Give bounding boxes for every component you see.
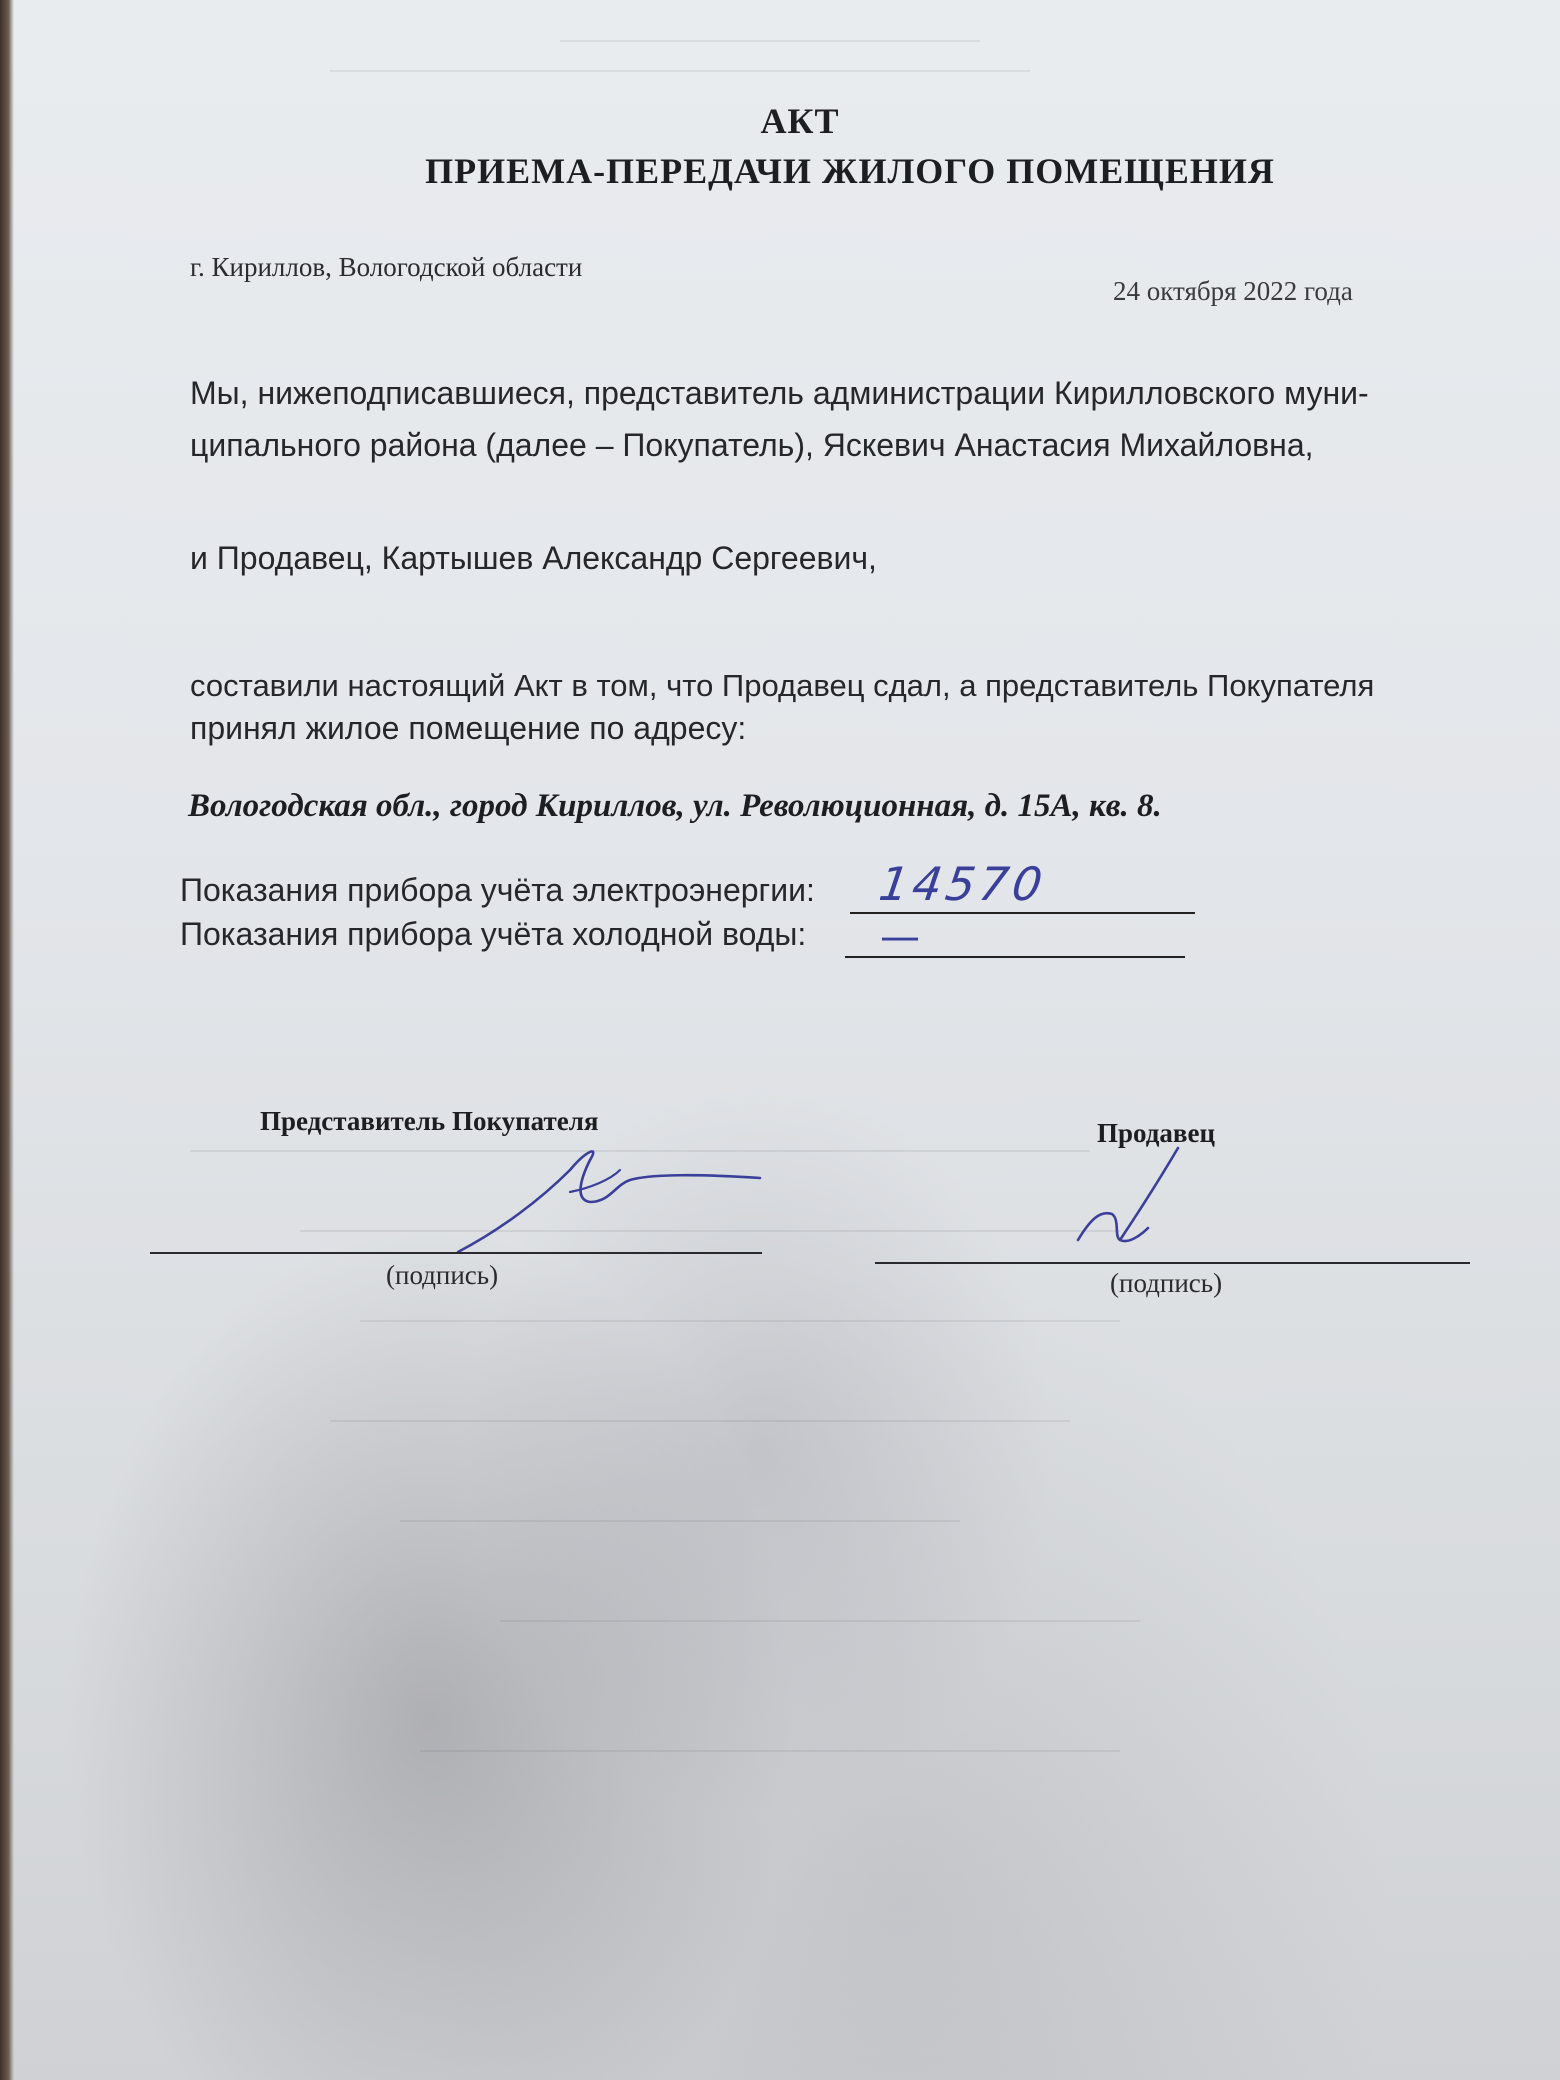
bleed-through-line [400,1520,960,1522]
buyer-representative-label: Представитель Покупателя [260,1106,599,1136]
bleed-through-line [560,40,980,42]
paragraph-seller: и Продавец, Картышев Александр Сергеевич, [190,540,877,576]
meter-water-value [880,930,950,959]
document-subtitle: ПРИЕМА-ПЕРЕДАЧИ ЖИЛОГО ПОМЕЩЕНИЯ [425,151,1275,191]
svg-text:14570: 14570 [880,857,1050,911]
bleed-through-line [420,1750,1120,1752]
buyer-signature [440,1140,770,1260]
date: 24 октября 2022 года [1113,276,1353,306]
paragraph-transfer-line1: составили настоящий Акт в том, что Продавец сдал, а представитель Покупателя [190,668,1375,703]
seller-signature-caption: (подпись) [1110,1268,1223,1298]
seller-signature-line [875,1262,1470,1264]
paragraph-parties-line1: Мы, нижеподписавшиеся, представитель администрации Кирилловского муни- [190,375,1369,411]
seller-signature [1070,1140,1190,1250]
handwritten-dash [880,930,950,954]
meter-water-label: Показания прибора учёта холодной воды: [180,916,807,952]
paragraph-parties-line2: ципального района (далее – Покупатель), Яскевич Анастасия Михайловна, [190,427,1314,463]
svg-text:—: — [880,930,920,954]
place: г. Кириллов, Вологодской области [190,252,583,282]
table-edge [0,0,14,2080]
buyer-signature-line [150,1252,762,1254]
bleed-through-line [330,1420,1070,1422]
bleed-through-line [500,1620,1140,1622]
bleed-through-line [330,70,1030,72]
property-address: Вологодская обл., город Кириллов, ул. Революционная, д. 15А, кв. 8. [188,788,1162,824]
seller-label: Продавец [1097,1118,1216,1148]
document-title: АКТ [760,101,840,141]
paragraph-transfer-line2: принял жилое помещение по адресу: [190,710,747,746]
bleed-through-line [360,1320,1120,1322]
meter-electricity-label: Показания прибора учёта электроэнергии: [180,872,815,908]
handwritten-14570 [880,852,1080,912]
buyer-signature-caption: (подпись) [386,1260,499,1290]
meter-electricity-value [880,852,1080,917]
